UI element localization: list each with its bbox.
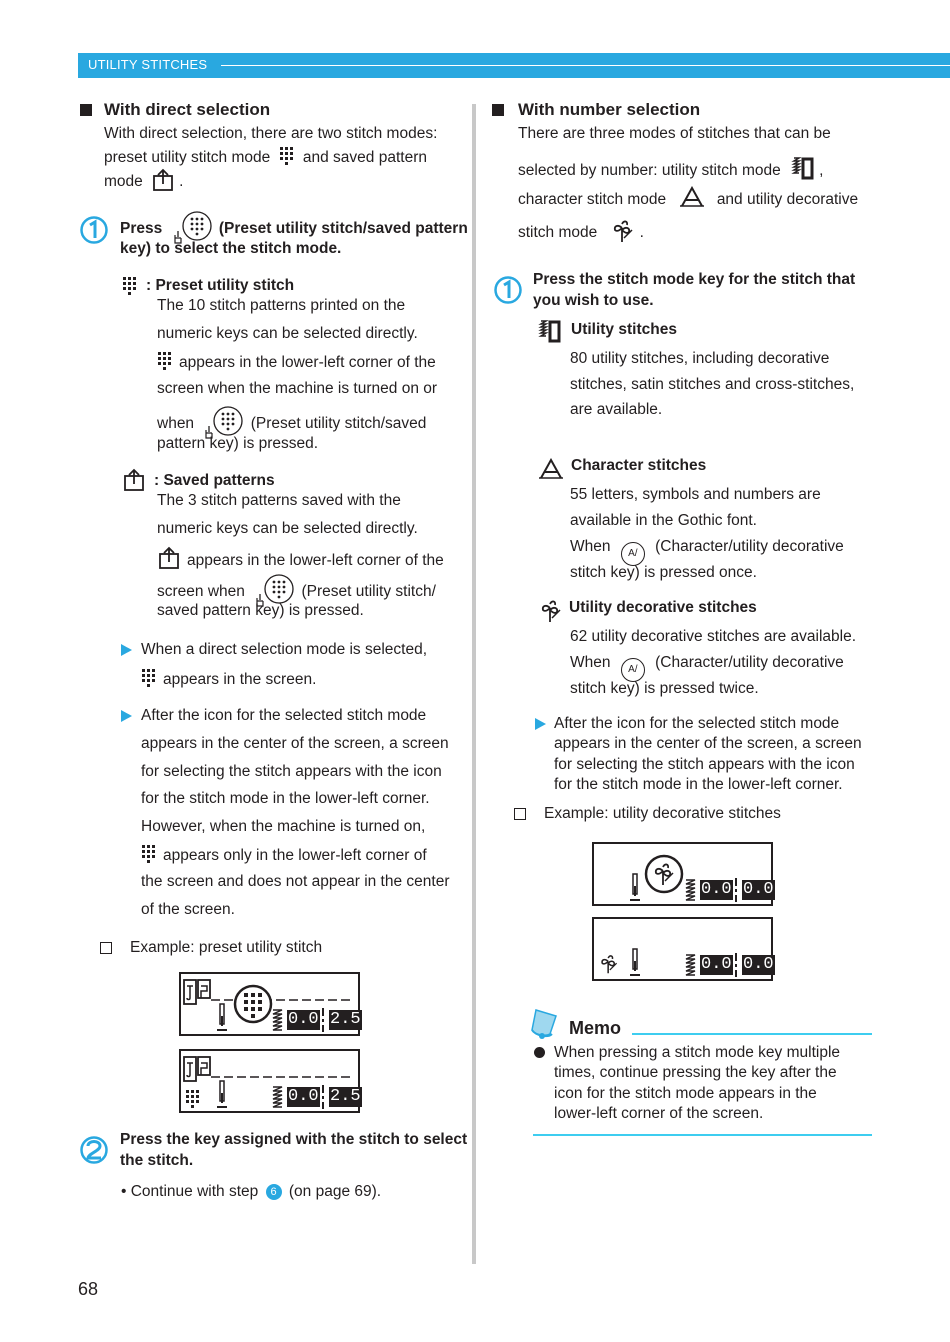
decorative-stitch-mode-icon	[538, 598, 564, 624]
intro-r-l2end: ,	[819, 162, 824, 179]
preset-utility-icon	[122, 276, 138, 296]
saved-l4b: (Preset utility stitch/	[301, 583, 436, 600]
preset-l5b: (Preset utility stitch/saved	[250, 415, 427, 432]
step2-line-2: the stitch.	[120, 1152, 194, 1169]
saved-line-2: numeric keys can be selected directly.	[157, 520, 418, 537]
right-intro-line-1: There are three modes of stitches that can be	[518, 125, 831, 142]
character-l3b: (Character/utility decorative	[655, 538, 844, 555]
heading-bullet-icon	[492, 104, 504, 116]
intro-r-l3b: and utility decorative	[716, 191, 859, 208]
needle-icon	[217, 1002, 227, 1032]
decorative-stitch-mode-icon	[610, 218, 636, 244]
right-heading: With number selection	[518, 100, 701, 119]
intro-text-a: preset utility stitch mode	[104, 149, 271, 166]
intro-text-c: mode	[104, 173, 143, 190]
utility-line-2: stitches, satin stitches and cross-stitches,	[570, 376, 855, 393]
result2-line-2: appears in the center of the screen, a screen	[141, 735, 449, 752]
character-stitch-mode-icon	[679, 186, 705, 208]
intro-text-d: .	[179, 173, 184, 190]
length-value: 0.0	[743, 955, 774, 974]
needle-icon	[630, 947, 640, 977]
decorative-center-icon	[644, 854, 684, 894]
zigzag-icon	[684, 953, 698, 977]
result2-line-7: the screen and does not appear in the center	[141, 873, 450, 890]
memo-line-1: When pressing a stitch mode key multiple	[554, 1044, 841, 1061]
preset-line-4: screen when the machine is turned on or	[157, 380, 438, 397]
decorative-line-1: 62 utility decorative stitches are available.	[570, 628, 857, 645]
right-result-line-4: for the stitch mode in the lower-left corner.	[554, 776, 843, 793]
preset-line-1: The 10 stitch patterns printed on the	[157, 297, 406, 314]
decorative-stitch-mode-icon	[598, 953, 620, 975]
preset-utility-icon	[141, 668, 157, 688]
right-result-line-1: After the icon for the selected stitch mode	[554, 715, 840, 732]
result2-line-1: After the icon for the selected stitch mode	[141, 707, 427, 724]
length-value: 2.5	[330, 1010, 361, 1029]
jp-icon	[182, 1055, 212, 1083]
result-arrow-icon	[121, 644, 132, 656]
preset-utility-icon	[157, 351, 173, 371]
result-arrow-icon	[535, 718, 546, 730]
memo-line-4: lower-left corner of the screen.	[554, 1105, 764, 1122]
continue-line	[121, 1182, 381, 1202]
saved-pattern-icon	[151, 168, 175, 192]
step1-rest: (Preset utility stitch/saved pattern	[218, 220, 468, 237]
separator-icon	[733, 877, 739, 903]
step-2-number-icon	[80, 1136, 108, 1164]
intro-r-l4: stitch mode	[518, 224, 598, 241]
dash-line	[211, 998, 351, 1002]
jp-icon	[182, 978, 212, 1006]
memo-top-rule	[632, 1033, 872, 1035]
zigzag-icon	[684, 878, 698, 902]
character-key-icon: A/	[621, 658, 645, 682]
saved-pattern-icon	[157, 546, 181, 570]
saved-l3-text: appears in the lower-left corner of the	[187, 552, 444, 569]
result2-l6-text: appears only in the lower-left corner of	[163, 847, 427, 864]
saved-title: : Saved patterns	[154, 472, 275, 489]
needle-icon	[217, 1079, 227, 1109]
preset-utility-center-icon	[233, 984, 273, 1024]
result2-line-8: of the screen.	[141, 901, 235, 918]
right-intro-line-3	[518, 186, 858, 210]
section-title: UTILITY STITCHES	[88, 57, 208, 72]
needle-icon	[630, 872, 640, 902]
length-value: 0.0	[743, 880, 774, 899]
width-value: 0.0	[701, 955, 732, 974]
result2-line-5: However, when the machine is turned on,	[141, 818, 426, 835]
header-rule	[221, 65, 950, 66]
preset-line-6: pattern key) is pressed.	[157, 435, 319, 452]
preset-l5a: when	[157, 415, 195, 432]
decorative-l2a: When	[570, 654, 611, 671]
character-key-icon: A/	[621, 542, 645, 566]
intro-r-l4end: .	[639, 224, 644, 241]
left-step1-line-2: key) to select the stitch mode.	[120, 240, 342, 257]
step1-press: Press	[120, 220, 163, 237]
result1-l2-text: appears in the screen.	[163, 671, 317, 688]
step-ref-badge[interactable]: 6	[266, 1184, 282, 1200]
character-line-3	[570, 537, 844, 566]
memo-bullet-icon	[534, 1047, 545, 1058]
step-1-number-icon	[80, 216, 108, 244]
intro-r-l3a: character stitch mode	[518, 191, 667, 208]
memo-bell-icon	[526, 1006, 566, 1040]
right-result-line-3: for selecting the stitch appears with the icon	[554, 756, 855, 773]
decorative-title: Utility decorative stitches	[569, 599, 757, 616]
right-example-label: Example: utility decorative stitches	[544, 805, 781, 822]
lcd-screen-decorative-2	[592, 917, 773, 981]
intro-text-b: and saved pattern	[302, 149, 427, 166]
left-intro-line-2	[104, 146, 427, 168]
saved-l4a: screen when	[157, 583, 245, 600]
saved-line-5: saved pattern key) is pressed.	[157, 602, 364, 619]
example-checkbox-icon	[514, 808, 526, 820]
result1-line-1: When a direct selection mode is selected,	[141, 641, 428, 658]
zigzag-icon	[271, 1085, 285, 1109]
right-intro-line-2	[518, 155, 823, 181]
separator-icon	[320, 1084, 326, 1110]
left-heading: With direct selection	[104, 100, 271, 119]
saved-line-3	[157, 546, 444, 571]
section-header-band	[78, 53, 950, 78]
memo-line-2: times, continue pressing the key after the	[554, 1064, 837, 1081]
separator-icon	[733, 952, 739, 978]
separator-icon	[320, 1007, 326, 1033]
utility-title: Utility stitches	[571, 321, 677, 338]
result2-line-4: for the stitch mode in the lower-left corner.	[141, 790, 430, 807]
heading-bullet-icon	[80, 104, 92, 116]
left-intro-line-3	[104, 168, 183, 192]
character-l3a: When	[570, 538, 611, 555]
character-stitch-mode-icon	[538, 458, 564, 480]
width-value: 0.0	[288, 1087, 319, 1106]
result1-line-2	[141, 668, 316, 690]
preset-line-2: numeric keys can be selected directly.	[157, 325, 418, 342]
step2-line-1: Press the key assigned with the stitch to select	[120, 1131, 468, 1148]
intro-r-l2: selected by number: utility stitch mode	[518, 162, 781, 179]
dash-line	[211, 1075, 351, 1079]
character-line-4: stitch key) is pressed once.	[570, 564, 757, 581]
character-line-1: 55 letters, symbols and numbers are	[570, 486, 821, 503]
left-example-label: Example: preset utility stitch	[130, 939, 323, 956]
saved-pattern-icon	[122, 468, 146, 492]
decorative-l2b: (Character/utility decorative	[655, 654, 844, 671]
zigzag-icon	[271, 1008, 285, 1032]
right-step1-line-2: you wish to use.	[533, 292, 654, 309]
right-step1-line-1: Press the stitch mode key for the stitch that	[533, 271, 856, 288]
saved-line-1: The 3 stitch patterns saved with the	[157, 492, 401, 509]
memo-bottom-rule	[533, 1134, 872, 1136]
page-number: 68	[78, 1279, 99, 1299]
preset-line-3	[157, 351, 436, 373]
character-line-2: available in the Gothic font.	[570, 512, 757, 529]
result2-line-6	[141, 844, 427, 866]
lcd-screen-decorative-1	[592, 842, 773, 906]
length-value: 2.5	[330, 1087, 361, 1106]
width-value: 0.0	[288, 1010, 319, 1029]
result-arrow-icon	[121, 710, 132, 722]
column-divider	[472, 104, 476, 1264]
memo-title: Memo	[569, 1018, 622, 1038]
utility-stitch-mode-icon	[538, 318, 564, 344]
preset-l3-text: appears in the lower-left corner of the	[179, 354, 436, 371]
continue-post: (on page 69).	[288, 1183, 382, 1200]
width-value: 0.0	[701, 880, 732, 899]
right-intro-line-4	[518, 218, 644, 244]
memo-line-3: icon for the stitch mode appears in the	[554, 1085, 817, 1102]
decorative-line-3: stitch key) is pressed twice.	[570, 680, 759, 697]
right-result-line-2: appears in the center of the screen, a screen	[554, 735, 862, 752]
continue-pre: • Continue with step	[121, 1183, 259, 1200]
preset-title: : Preset utility stitch	[146, 277, 295, 294]
preset-utility-icon	[279, 146, 295, 166]
result2-line-3: for selecting the stitch appears with the icon	[141, 763, 442, 780]
lcd-screen-preset-2	[179, 1049, 360, 1113]
utility-line-1: 80 utility stitches, including decorative	[570, 350, 830, 367]
preset-utility-icon	[185, 1089, 201, 1109]
decorative-line-2	[570, 653, 844, 682]
lcd-screen-preset-1	[179, 972, 360, 1036]
example-checkbox-icon	[100, 942, 112, 954]
left-intro-line-1: With direct selection, there are two stitch modes:	[104, 125, 438, 142]
utility-stitch-mode-icon	[791, 155, 817, 181]
character-title: Character stitches	[571, 457, 707, 474]
step-1-number-icon	[494, 276, 522, 304]
preset-utility-icon	[141, 844, 157, 864]
utility-line-3: are available.	[570, 401, 663, 418]
